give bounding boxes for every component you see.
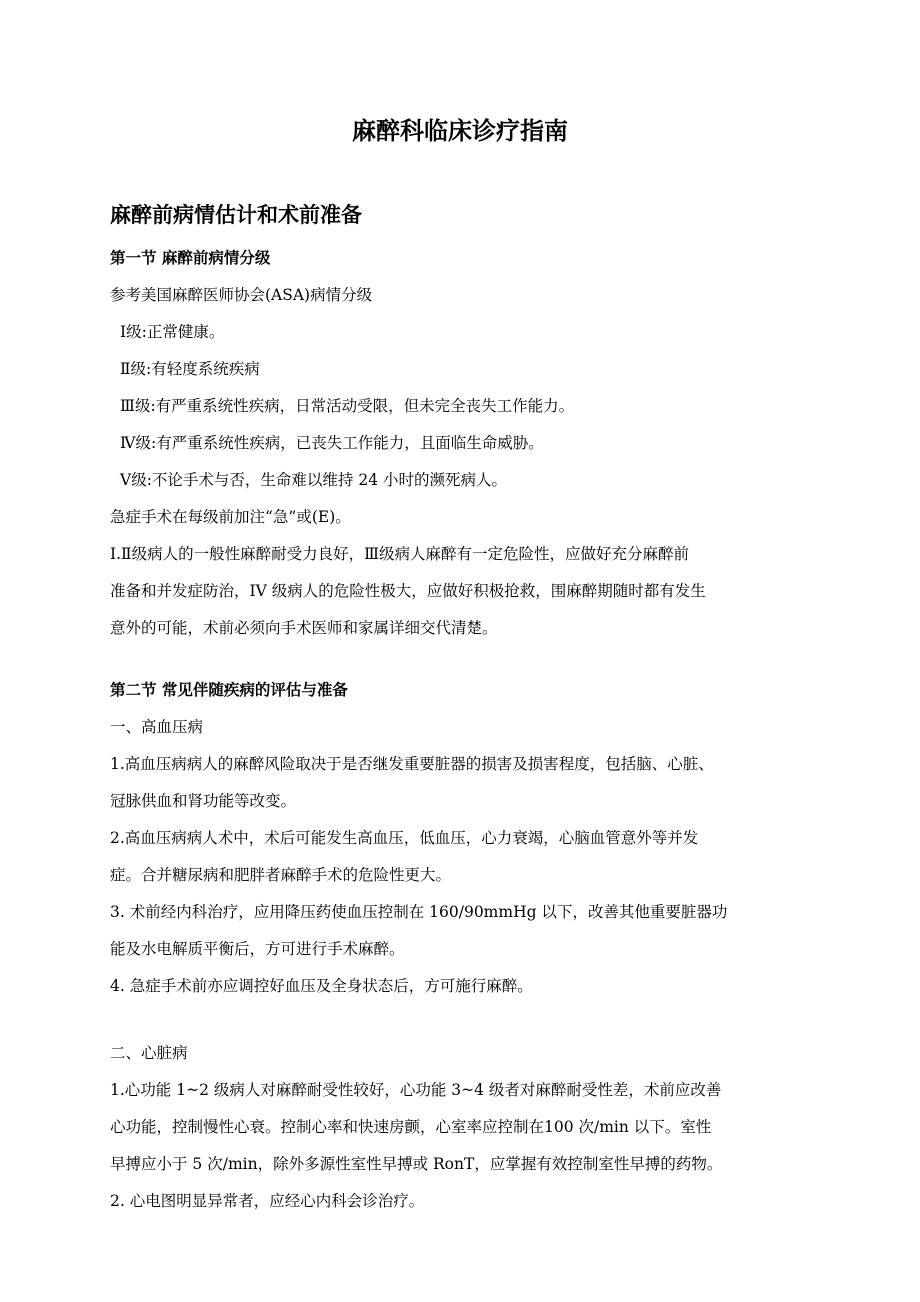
risk-paragraph-line: 准备和并发症防治，IV 级病人的危险性极大，应做好积极抢救，围麻醉期随时都有发生 xyxy=(110,582,706,600)
risk-paragraph-line: I.Ⅱ级病人的一般性麻醉耐受力良好，Ⅲ级病人麻醉有一定危险性，应做好充分麻醉前 xyxy=(110,545,690,563)
risk-paragraph-line: 意外的可能，术前必须向手术医师和家属详细交代清楚。 xyxy=(110,619,498,637)
section-1-intro: 参考美国麻醉医师协会(ASA)病情分级 xyxy=(110,286,373,304)
document-title: 麻醉科临床诊疗指南 xyxy=(352,117,568,145)
heart-disease-line: 心功能，控制慢性心衰。控制心率和快速房颤，心室率应控制在100 次/min 以下。室性 xyxy=(110,1118,712,1136)
hypertension-line: 症。合并糖尿病和肥胖者麻醉手术的危险性更大。 xyxy=(110,866,452,884)
asa-grade-3: Ⅲ级:有严重系统性疾病，日常活动受限，但未完全丧失工作能力。 xyxy=(120,397,575,415)
asa-grade-1: Ⅰ级:正常健康。 xyxy=(120,323,225,341)
asa-grade-4: Ⅳ级:有严重系统性疾病，已丧失工作能力，且面临生命威胁。 xyxy=(120,434,544,452)
hypertension-line: 1.高血压病病人的麻醉风险取决于是否继发重要脏器的损害及损害程度，包括脑、心脏、 xyxy=(110,755,714,773)
hypertension-line: 4. 急症手术前亦应调控好血压及全身状态后，方可施行麻醉。 xyxy=(110,977,533,995)
asa-grade-5: Ⅴ级:不论手术与否，生命难以维持 24 小时的濒死病人。 xyxy=(120,471,507,489)
section-1 xyxy=(110,240,815,647)
heart-disease-line: 1.心功能 1~2 级病人对麻醉耐受性较好，心功能 3~4 级者对麻醉耐受性差，术前应改善 xyxy=(110,1081,722,1099)
hypertension-line: 3. 术前经内科治疗，应用降压药使血压控制在 160/90mmHg 以下，改善其他重要脏器功 xyxy=(110,903,728,921)
heart-disease-line: 2. 心电图明显异常者，应经心内科会诊治疗。 xyxy=(110,1192,425,1210)
section-1-heading: 第一节 麻醉前病情分级 xyxy=(110,249,271,267)
heart-disease-subheading: 二、心脏病 xyxy=(110,1044,188,1062)
hypertension-subheading: 一、高血压病 xyxy=(110,718,204,736)
heart-disease-section xyxy=(110,1035,815,1220)
section-2 xyxy=(110,672,815,1005)
chapter-title: 麻醉前病情估计和术前准备 xyxy=(110,203,362,227)
hypertension-line: 能及水电解质平衡后，方可进行手术麻醉。 xyxy=(110,940,405,958)
section-2-heading: 第二节 常见伴随疾病的评估与准备 xyxy=(110,681,348,699)
asa-grade-2: Ⅱ级:有轻度系统疾病 xyxy=(120,360,260,378)
emergency-note: 急症手术在每级前加注“急”或(E)。 xyxy=(110,508,351,526)
hypertension-line: 冠脉供血和肾功能等改变。 xyxy=(110,792,297,810)
hypertension-line: 2.高血压病病人术中，术后可能发生高血压，低血压，心力衰竭，心脑血管意外等并发 xyxy=(110,829,699,847)
heart-disease-line: 早搏应小于 5 次/min，除外多源性室性早搏或 RonT，应掌握有效控制室性早搏的药物。 xyxy=(110,1155,723,1173)
